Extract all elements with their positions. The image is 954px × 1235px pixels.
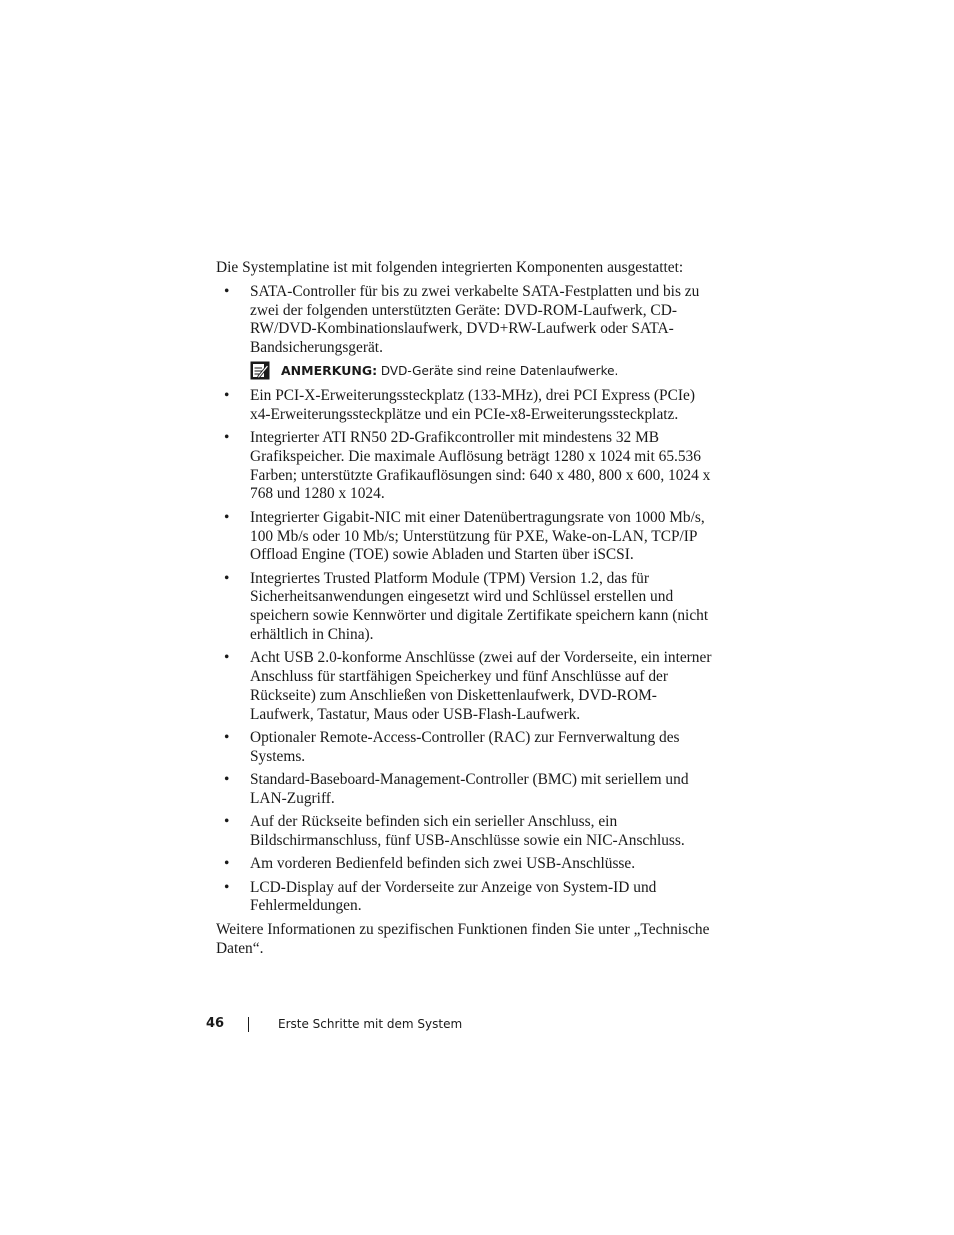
bullet-icon: • xyxy=(224,429,230,447)
note-box xyxy=(216,363,716,379)
list-item xyxy=(216,429,716,504)
outro-paragraph: Weitere Informationen zu spezifischen Funktionen finden Sie unter „Technische Daten“. xyxy=(216,920,710,957)
list-item xyxy=(216,855,716,874)
component-list xyxy=(216,283,716,358)
bullet-icon: • xyxy=(224,771,230,789)
list-item-text: Integriertes Trusted Platform Module (TPM) Version 1.2, das für Sicherheitsanwendungen eingesetzt wird und Schlüssel erstellen und speichern sowie Kennwörter und digitale Zertifikate speichern kann (nicht erhältlich in China). xyxy=(250,569,709,644)
note-label: ANMERKUNG: xyxy=(281,362,378,378)
list-item-text: Am vorderen Bedienfeld befinden sich zwei USB-Anschlüsse. xyxy=(250,855,636,873)
note-pencil-icon xyxy=(250,361,270,380)
bullet-icon: • xyxy=(224,569,230,587)
list-item xyxy=(216,729,716,767)
bullet-icon: • xyxy=(224,508,230,526)
footer-title: Erste Schritte mit dem System xyxy=(278,1017,463,1031)
list-item xyxy=(216,771,716,809)
list-item xyxy=(216,813,716,851)
bullet-icon: • xyxy=(224,386,230,404)
list-item xyxy=(216,879,716,917)
bullet-icon: • xyxy=(224,855,230,873)
list-item xyxy=(216,649,716,724)
list-item-text: Auf der Rückseite befinden sich ein serieller Anschluss, ein Bildschirmanschluss, fünf USB-Anschlüsse sowie ein NIC-Anschluss. xyxy=(250,813,685,850)
component-list-continued xyxy=(216,387,716,916)
list-item-text: LCD-Display auf der Vorderseite zur Anzeige von System-ID und Fehlermeldungen. xyxy=(250,878,657,915)
list-item-text: Acht USB 2.0-konforme Anschlüsse (zwei auf der Vorderseite, ein interner Anschluss für startfähigen Speicherkey und fünf Anschlüsse auf der Rückseite) zum Anschließen von Diskettenlaufwerk, DVD-ROM-Laufwerk, Tastatur, Maus oder USB-Flash-Laufwerk. xyxy=(250,649,712,723)
list-item-text: Optionaler Remote-Access-Controller (RAC) zur Fernverwaltung des Systems. xyxy=(250,729,680,765)
list-item-text: Ein PCI-X-Erweiterungssteckplatz (133-MHz), drei PCI Express (PCIe) x4-Erweiterungssteckplätze und ein PCIe-x8-Erweiterungssteckplatz. xyxy=(250,386,695,423)
list-item xyxy=(216,509,716,565)
bullet-icon: • xyxy=(224,729,230,747)
note-text: DVD-Geräte sind reine Datenlaufwerke. xyxy=(380,363,619,378)
intro-paragraph: Die Systemplatine ist mit folgenden integrierten Komponenten ausgestattet: xyxy=(216,259,684,276)
list-item xyxy=(216,283,716,358)
bullet-icon: • xyxy=(224,282,230,300)
bullet-icon: • xyxy=(224,878,230,896)
list-item-text: Integrierter Gigabit-NIC mit einer Datenübertragungsrate von 1000 Mb/s, 100 Mb/s oder 10 Mb/s; Unterstützung für PXE, Wake-on-LAN, TCP/IP Offload Engine (TOE) sowie Abladen und Starten über iSCSI. xyxy=(250,508,705,564)
list-item-text: Integrierter ATI RN50 2D-Grafikcontroller mit mindestens 32 MB Grafikspeicher. Die maximale Auflösung beträgt 1280 x 1024 mit 65.536 Farben; unterstützte Grafikauflösungen sind: 640 x 480, 800 x 600, 1024 x 768 und 1280 x 1024. xyxy=(250,429,711,503)
page-number: 46 xyxy=(206,1016,225,1031)
list-item xyxy=(216,387,716,425)
page-footer xyxy=(0,1015,954,1035)
footer-divider xyxy=(248,1017,249,1032)
list-item-text: Standard-Baseboard-Management-Controller (BMC) mit seriellem und LAN-Zugriff. xyxy=(250,771,689,807)
bullet-icon: • xyxy=(224,813,230,831)
page-body xyxy=(216,259,716,958)
list-item-text: SATA-Controller für bis zu zwei verkabelte SATA-Festplatten und bis zu zwei der folgenden unterstützten Geräte: DVD-ROM-Laufwerk, CD-RW/DVD-Kombinationslaufwerk, DVD+RW-Laufwerk oder SATA-Bandsicherungsgerät. xyxy=(250,282,700,357)
bullet-icon: • xyxy=(224,649,230,667)
list-item xyxy=(216,570,716,645)
